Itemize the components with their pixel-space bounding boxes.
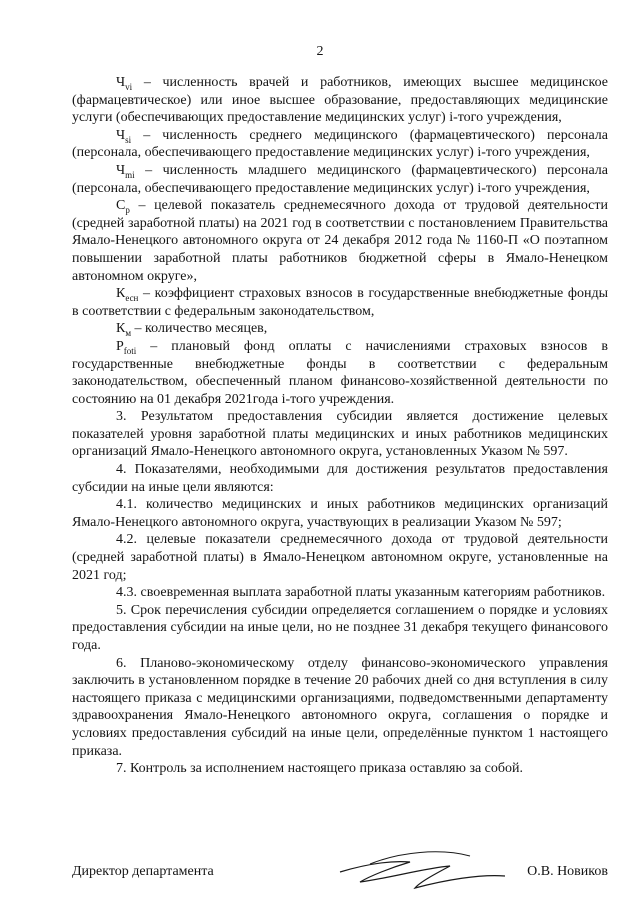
symbol: К bbox=[116, 286, 126, 302]
symbol: Р bbox=[116, 338, 124, 354]
clause-5: 5. Срок перечисления субсидии определяется соглашением о порядке и условиях предоставления субсидии на иные цели, но не позднее 31 декабря текущего финансового года. bbox=[72, 602, 608, 653]
definition-text: – количество месяцев, bbox=[134, 321, 268, 337]
symbol-subscript: есн bbox=[125, 292, 139, 303]
definition-text: – численность врачей и работников, имеющих высшее медицинское (фармацевтическое) или иное высшее образование, предоставляющих медицинские услуги (обеспечивающих предоставление медицинских услуг) i-того учреждения, bbox=[72, 75, 608, 126]
handwritten-signature bbox=[330, 838, 550, 898]
definition-nvi bbox=[72, 74, 608, 127]
symbol-subscript: si bbox=[125, 134, 132, 145]
definition-text: – численность среднего медицинского (фармацевтического) персонала (персонала, обеспечивающего предоставление медицинских услуг) i-того учреждения, bbox=[72, 127, 608, 161]
clause-3: 3. Результатом предоставления субсидии является достижение целевых показателей уровня заработной платы медицинских и иных работников медицинских организаций Ямало-Ненецкого автономного округа, установленных Указом № 597. bbox=[72, 409, 608, 460]
clause-4-3: 4.3. своевременная выплата заработной платы указанным категориям работников. bbox=[116, 585, 606, 601]
symbol: С bbox=[116, 198, 126, 214]
clause-4-1: 4.1. количество медицинских и иных работников медицинских организаций Ямало-Ненецкого автономного округа, участвующих в реализации Указом № 597; bbox=[72, 497, 608, 530]
symbol: Ч bbox=[116, 162, 126, 178]
clause-7: 7. Контроль за исполнением настоящего приказа оставляю за собой. bbox=[116, 761, 524, 777]
definition-kesn bbox=[72, 285, 608, 320]
definition-text: – целевой показатель среднемесячного дохода от трудовой деятельности (средней заработной платы) на 2021 год в соответствии с постановлением Правительства Ямало-Ненецкого автономного округа от 24 декабря 2012 года № 1160-П «О поэтапном повышении заработной платы работников бюджетной сферы в Ямало-Ненецком автономном округе», bbox=[72, 198, 608, 284]
definition-km bbox=[72, 320, 608, 338]
symbol-subscript: р bbox=[125, 204, 130, 215]
clause-6: 6. Планово-экономическому отделу финансово-экономического управления заключить в установленном порядке в течение 20 рабочих дней со дня вступления в силу настоящего приказа с медицинскими организациями, подведомственными департаменту здравоохранения Ямало-Ненецкого автономного округа, соглашения о порядке и условиях предоставления субсидий на иные цели, определённые пунктом 1 настоящего приказа. bbox=[72, 655, 608, 759]
symbol: Ч bbox=[116, 127, 126, 143]
definition-text: – коэффициент страховых взносов в государственные внебюджетные фонды в соответствии с федеральным законодательством, bbox=[72, 286, 608, 319]
definition-cp bbox=[72, 197, 608, 285]
signatory-position: Директор департамента bbox=[72, 864, 214, 879]
clause-4: 4. Показателями, необходимыми для достижения результатов предоставления субсидии на иные цели являются: bbox=[72, 462, 608, 495]
document-body bbox=[72, 74, 608, 778]
symbol-subscript: vi bbox=[125, 81, 133, 92]
symbol-subscript: mi bbox=[125, 169, 135, 180]
signatory-name: О.В. Новиков bbox=[527, 864, 608, 879]
definition-nsi bbox=[72, 127, 608, 162]
clause-4-2: 4.2. целевые показатели среднемесячного дохода от трудовой деятельности (средней заработной платы) в Ямало-Ненецком автономном округе, установленные на 2021 год; bbox=[72, 532, 608, 583]
symbol: К bbox=[116, 321, 126, 337]
symbol-subscript: foti bbox=[123, 345, 137, 356]
page-number: 2 bbox=[316, 44, 324, 59]
symbol: Ч bbox=[116, 75, 126, 90]
definition-pfoti bbox=[72, 338, 608, 408]
definition-text: – плановый фонд оплаты с начислениями страховых взносов в государственные внебюджетные фонды в соответствии с федеральным законодательством, обеспеченный планом финансово-хозяйственной деятельности по состоянию на 01 декабря 2021года i-того учреждения. bbox=[72, 338, 609, 407]
definition-nmi bbox=[72, 162, 608, 197]
definition-text: – численность младшего медицинского (фармацевтического) персонала (персонала, обеспечивающего предоставление медицинских услуг) i-того учреждения, bbox=[72, 162, 609, 196]
symbol-subscript: м bbox=[125, 328, 132, 339]
